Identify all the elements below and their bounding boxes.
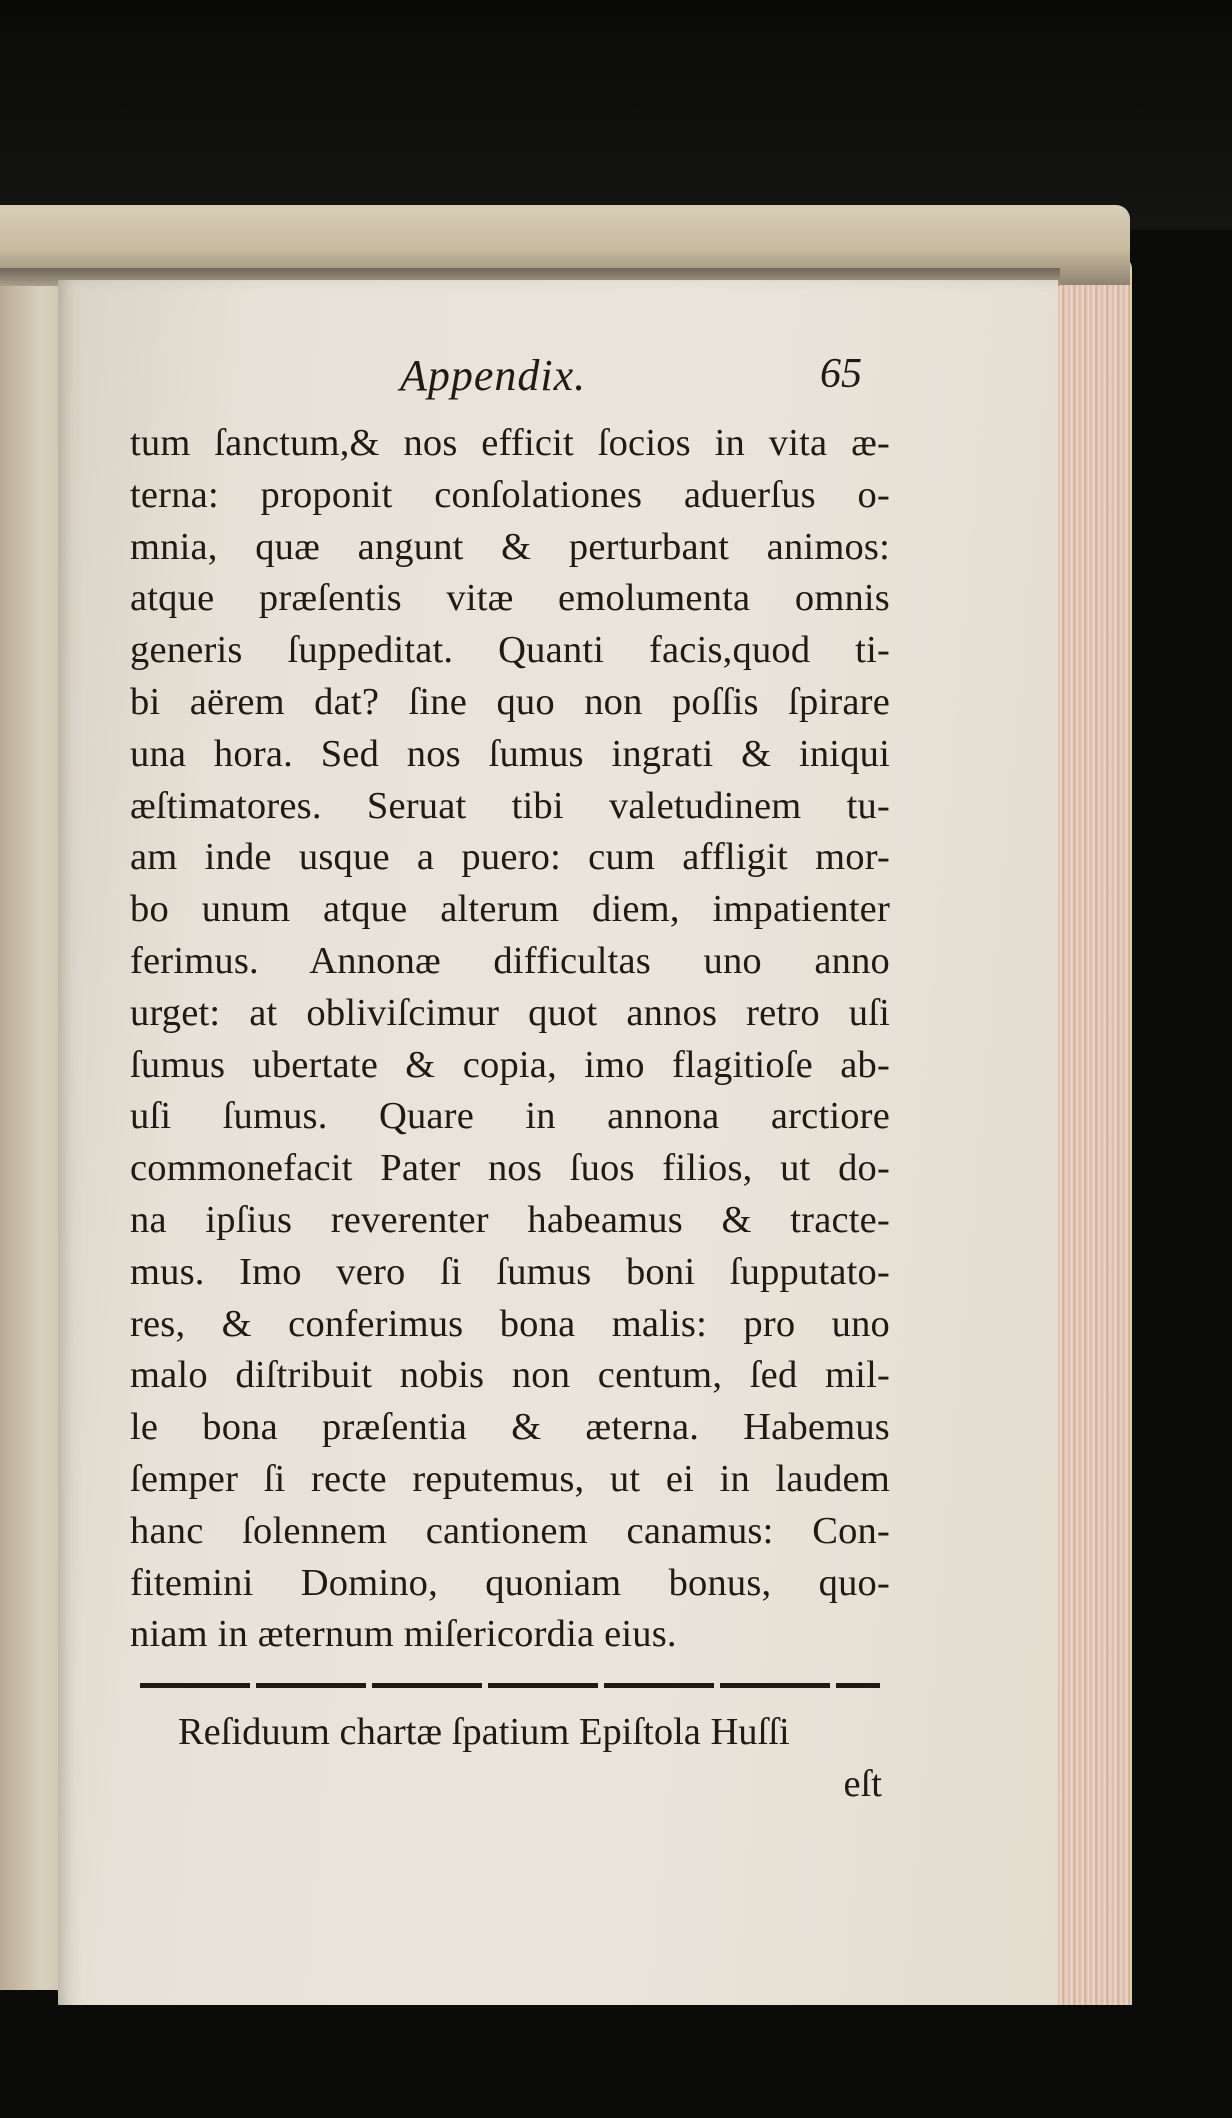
text-line: res, & conferimus bona malis: pro uno [130, 1302, 890, 1345]
text-line: fitemini Domino, quoniam bonus, quo- [130, 1561, 890, 1604]
text-line: ſumus ubertate & copia, imo flagitioſe ab- [130, 1043, 890, 1086]
catchword: eſt [843, 1763, 882, 1806]
text-line: mnia, quæ angunt & perturbant animos: [130, 525, 890, 568]
text-line: bi aërem dat? ſine quo non poſſis ſpirare [130, 680, 890, 723]
background-top [0, 0, 1232, 230]
text-line: hanc ſolennem cantionem canamus: Con- [130, 1509, 890, 1552]
text-line: bo unum atque alterum diem, impatienter [130, 888, 890, 931]
text-line: terna: proponit conſolationes aduerſus o- [130, 473, 890, 516]
text-line: niam in æternum miſericordia eius. [130, 1613, 677, 1656]
background-bottom [0, 2005, 1232, 2118]
text-line: ferimus. Annonæ difficultas uno anno [130, 939, 890, 982]
text-line: urget: at obliviſcimur quot annos retro uſi [130, 991, 890, 1034]
body-text [130, 418, 890, 1661]
text-line: mus. Imo vero ſi ſumus boni ſupputato- [130, 1250, 890, 1293]
text-line: tum ſanctum,& nos efficit ſocios in vita æ- [130, 422, 890, 464]
text-line: atque præſentis vitæ emolumenta omnis [130, 577, 890, 620]
footnote: Reſiduum chartæ ſpatium Epiſtola Huſſi [178, 1711, 790, 1754]
text-line: generis ſuppeditat. Quanti facis,quod ti- [130, 629, 890, 672]
text-line: na ipſius reverenter habeamus & tracte- [130, 1198, 890, 1241]
text-line: malo diſtribuit nobis non centum, ſed mil- [130, 1354, 890, 1397]
text-line: am inde usque a puero: cum affligit mor- [130, 836, 890, 879]
running-head: Appendix. [400, 351, 587, 400]
text-line: uſi ſumus. Quare in annona arctiore [130, 1095, 890, 1138]
text-line: commonefacit Pater nos ſuos filios, ut do- [130, 1147, 890, 1190]
page-header [130, 350, 890, 410]
page-number: 65 [820, 351, 862, 397]
text-line: le bona præſentia & æterna. Habemus [130, 1406, 890, 1449]
divider-rule [140, 1683, 880, 1688]
text-line: ſemper ſi recte reputemus, ut ei in laudem [130, 1457, 890, 1500]
text-line: æſtimatores. Seruat tibi valetudinem tu- [130, 784, 890, 827]
page-text [130, 350, 890, 1810]
text-line: una hora. Sed nos ſumus ingrati & iniqui [130, 732, 890, 775]
